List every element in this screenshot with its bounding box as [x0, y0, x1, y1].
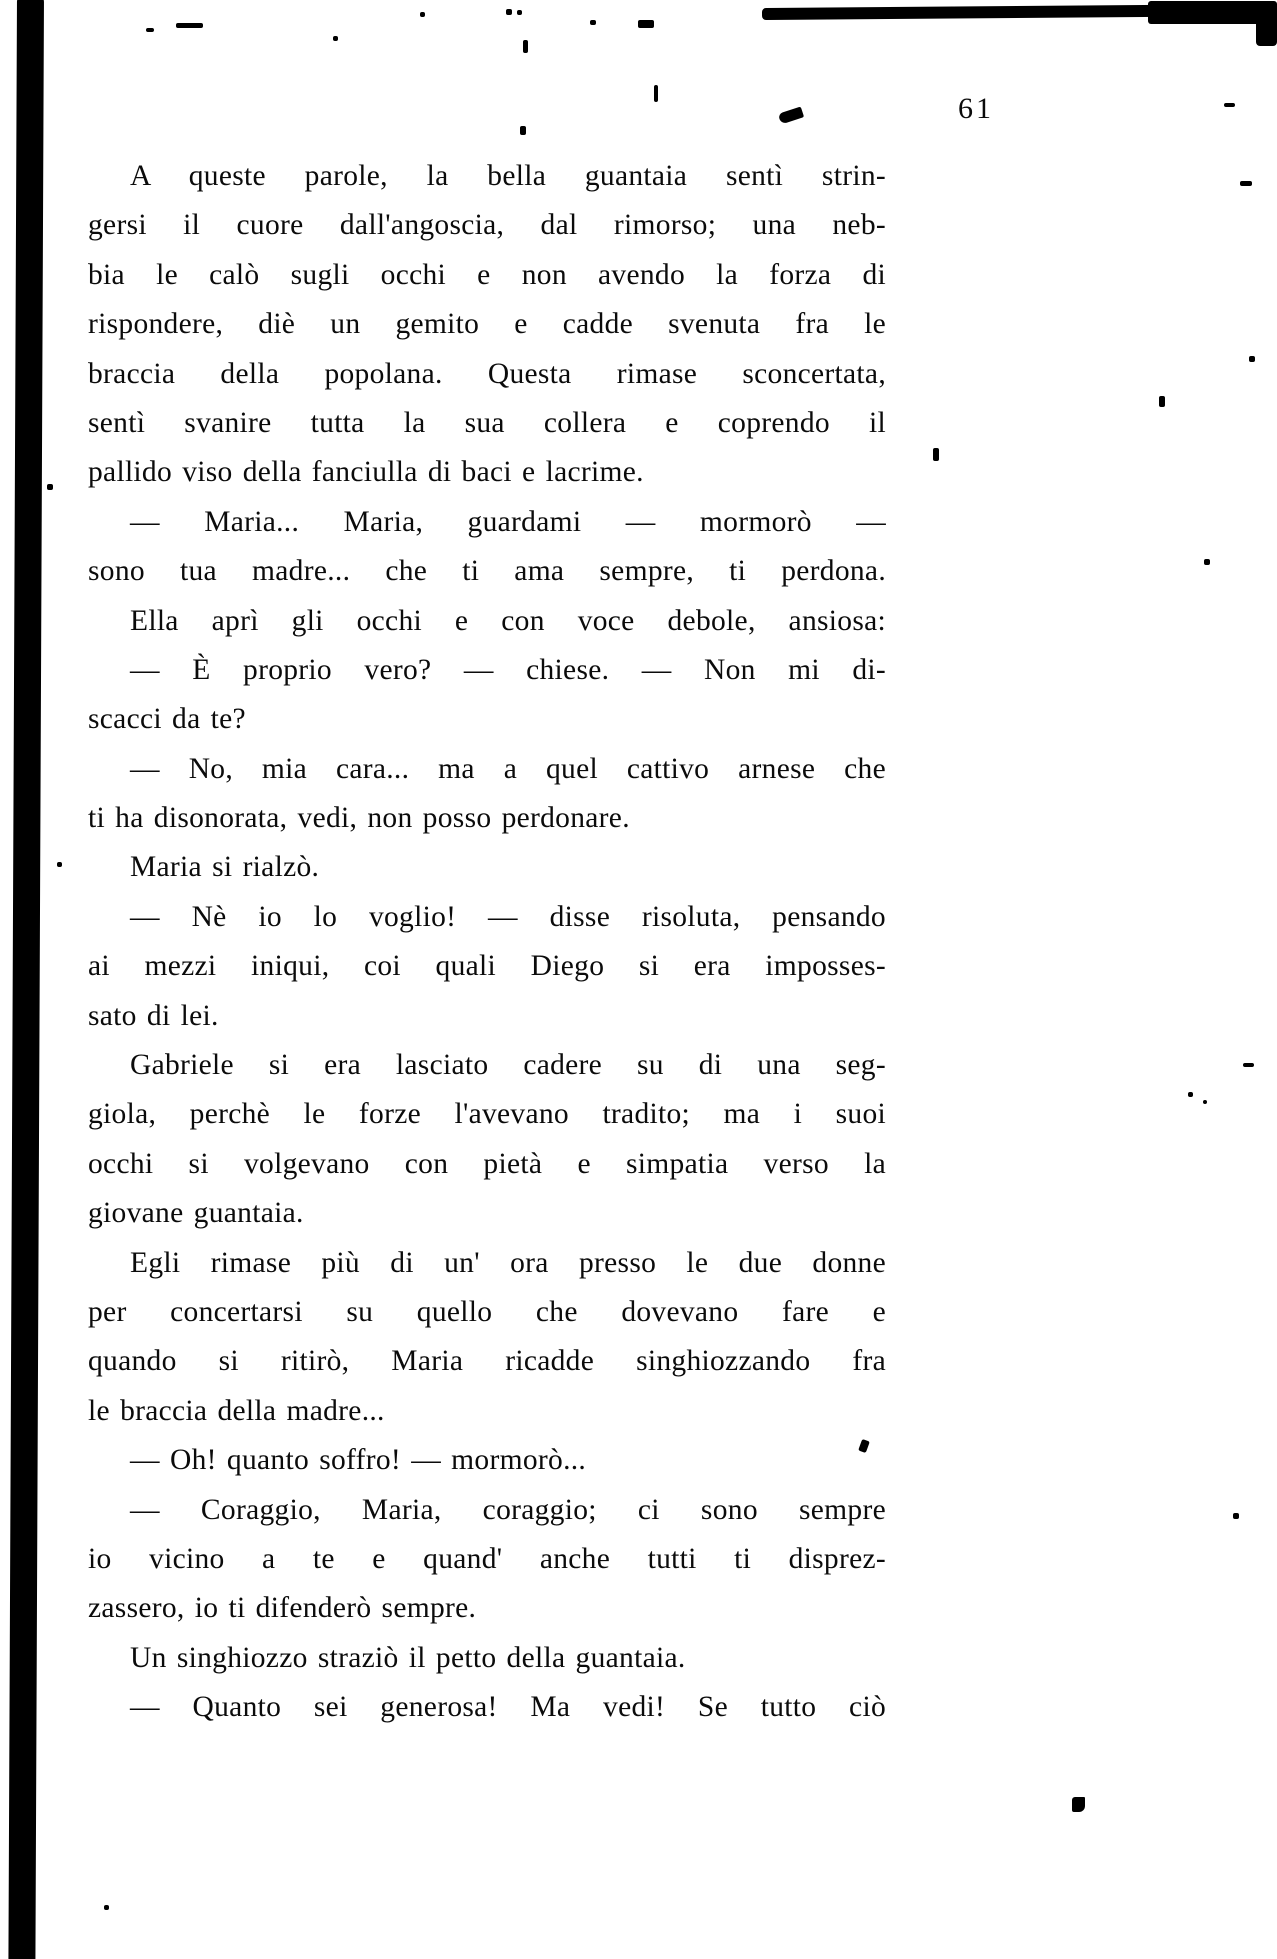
- scan-speck: [778, 107, 804, 125]
- text-line: quando si ritirò, Maria ricadde singhiozzando fra: [88, 1345, 886, 1378]
- text-line: pallido viso della fanciulla di baci e lacrime.: [88, 456, 644, 489]
- scan-speck: [1203, 1100, 1207, 1104]
- scan-speck: [590, 20, 596, 25]
- scan-speck: [520, 126, 526, 135]
- text-line: occhi si volgevano con pietà e simpatia verso la: [88, 1147, 886, 1180]
- scan-speck: [638, 20, 654, 28]
- text-line: Un singhiozzo straziò il petto della guantaia.: [130, 1641, 686, 1674]
- scan-speck: [333, 36, 338, 41]
- scan-speck: [47, 484, 53, 490]
- text-line: scacci da te?: [88, 703, 246, 736]
- text-line: le braccia della madre...: [88, 1394, 385, 1427]
- text-line: — Quanto sei generosa! Ma vedi! Se tutto ciò: [130, 1691, 886, 1724]
- scan-speck: [506, 9, 512, 15]
- text-line: zassero, io ti difenderò sempre.: [88, 1592, 477, 1625]
- text-line: — È proprio vero? — chiese. — Non mi di-: [130, 653, 886, 686]
- scan-speck: [1224, 103, 1235, 107]
- text-line: giola, perchè le forze l'avevano tradito; ma i suoi: [88, 1098, 886, 1131]
- text-line: — Nè io lo voglio! — disse risoluta, pensando: [130, 900, 886, 933]
- text-line: Ella aprì gli occhi e con voce debole, ansiosa:: [130, 604, 886, 637]
- scan-speck: [1240, 181, 1252, 186]
- scan-speck: [104, 1905, 109, 1910]
- scan-speck: [654, 85, 658, 102]
- scan-speck: [517, 10, 522, 15]
- text-line: sato di lei.: [88, 999, 219, 1032]
- text-line: A queste parole, la bella guantaia sentì strin-: [130, 160, 886, 192]
- text-line: per concertarsi su quello che dovevano fare e: [88, 1295, 886, 1328]
- page-number: 61: [958, 92, 994, 125]
- text-line: Gabriele si era lasciato cadere su di una seg-: [130, 1049, 886, 1082]
- text-line: Egli rimase più di un' ora presso le due donne: [130, 1246, 886, 1279]
- text-line: rispondere, diè un gemito e cadde svenuta fra le: [88, 308, 886, 341]
- scan-speck: [1249, 356, 1255, 362]
- text-line: — Oh! quanto soffro! — mormorò...: [130, 1444, 587, 1477]
- text-line: ai mezzi iniqui, coi quali Diego si era imposses-: [88, 950, 886, 983]
- text-line: — Coraggio, Maria, coraggio; ci sono sempre: [130, 1493, 886, 1526]
- text-line: — Maria... Maria, guardami — mormorò —: [130, 505, 886, 538]
- text-line: giovane guantaia.: [88, 1197, 304, 1230]
- text-line: — No, mia cara... ma a quel cattivo arnese che: [130, 752, 886, 785]
- body-text: [88, 152, 886, 1733]
- scan-speck: [1243, 1063, 1254, 1067]
- scan-speck: [1072, 1797, 1085, 1812]
- text-line: gersi il cuore dall'angoscia, dal rimorso; una neb-: [88, 209, 886, 242]
- text-line: sentì svanire tutta la sua collera e coprendo il: [88, 406, 886, 439]
- text-line: braccia della popolana. Questa rimase sconcertata,: [88, 357, 886, 390]
- scan-speck: [176, 23, 203, 28]
- text-line: bia le calò sugli occhi e non avendo la forza di: [88, 258, 886, 291]
- scan-speck: [1159, 396, 1165, 407]
- scan-speck: [1204, 559, 1210, 565]
- scan-speck: [146, 28, 154, 32]
- text-line: sono tua madre... che ti ama sempre, ti perdona.: [88, 555, 886, 588]
- text-line: ti ha disonorata, vedi, non posso perdonare.: [88, 802, 630, 835]
- text-line: Maria si rialzò.: [130, 851, 320, 884]
- text-line: io vicino a te e quand' anche tutti ti disprez-: [88, 1542, 886, 1575]
- scan-speck: [933, 448, 939, 461]
- scan-speck: [1188, 1092, 1193, 1097]
- scan-speck: [420, 12, 425, 17]
- scan-speck: [1233, 1513, 1239, 1519]
- scan-edge-bar: [8, 0, 44, 1959]
- scan-speck: [523, 40, 528, 53]
- scan-speck: [57, 862, 62, 867]
- scan-top-smear-hook: [1256, 8, 1277, 46]
